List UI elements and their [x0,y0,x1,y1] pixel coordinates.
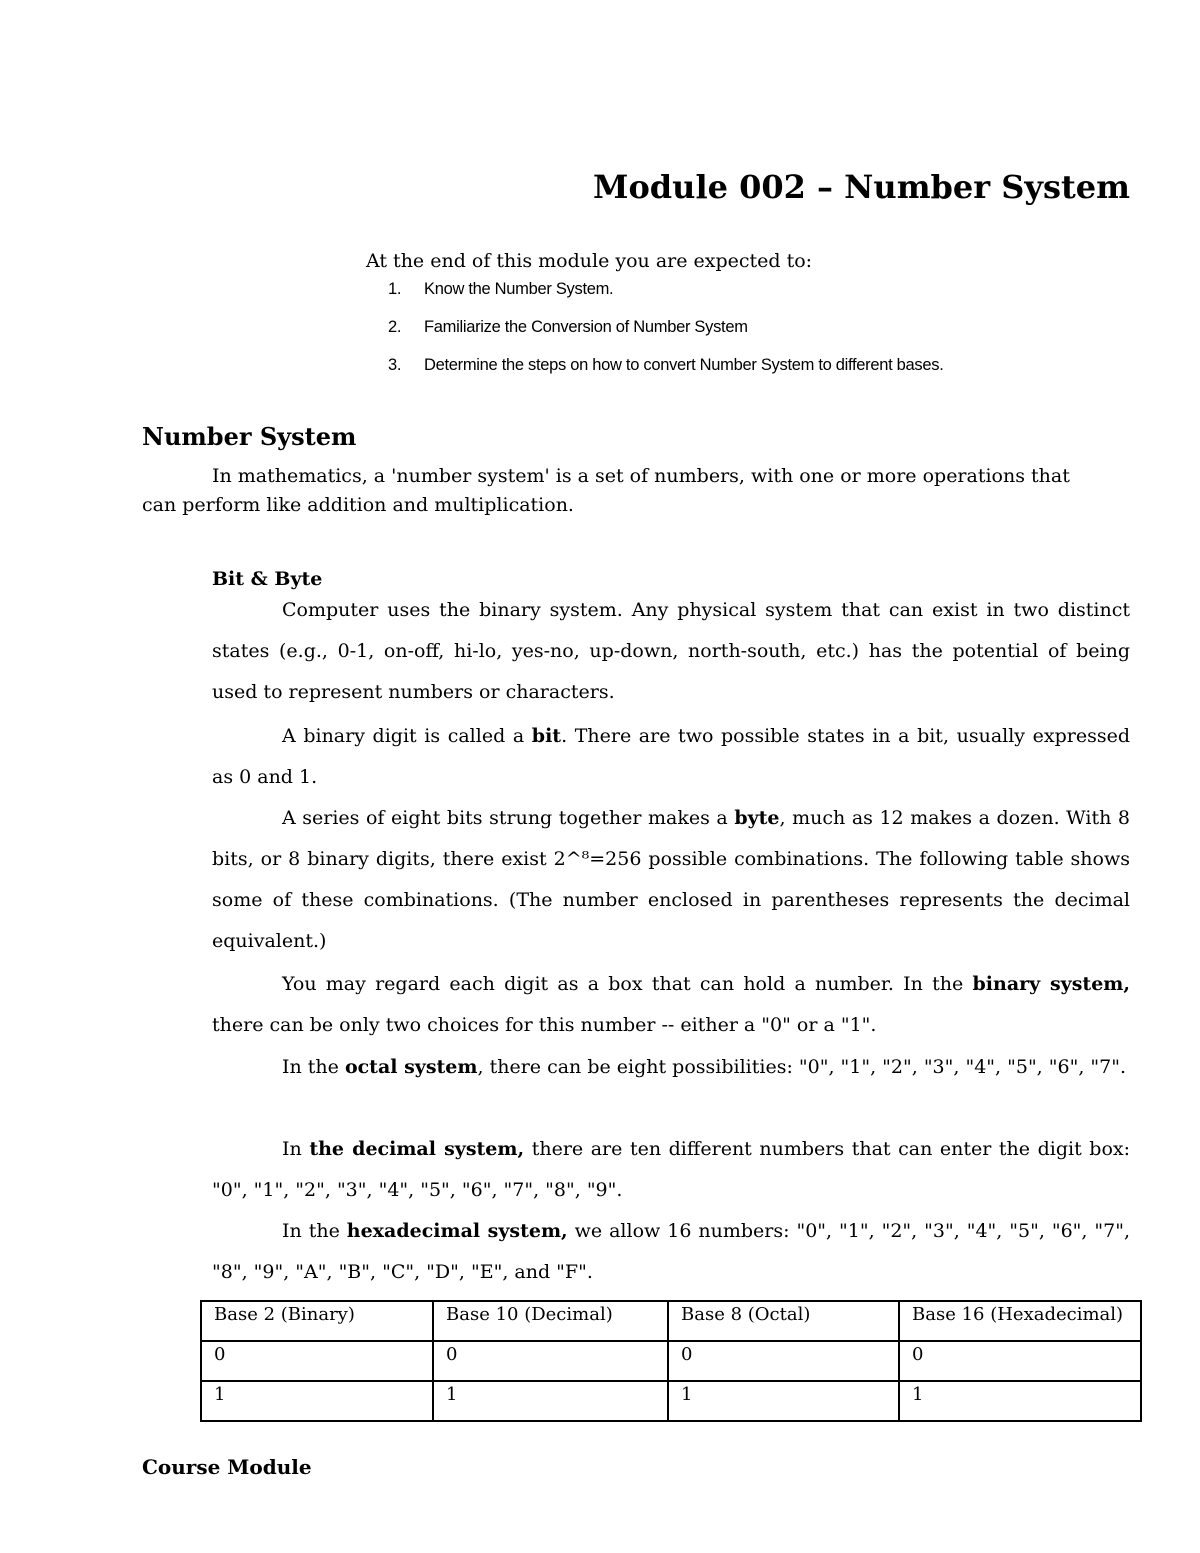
table-header-row [201,1301,1141,1341]
paragraph-binary-system: Computer uses the binary system. Any physical system that can exist in two distinct states (e.g., 0-1, on-off, hi-lo, yes-no, up-down, north-south, etc.) has the potential of being used to represent numbers or characters. [212,599,1130,703]
emphasis: bit [531,725,562,747]
paragraph-hexadecimal [212,1211,1130,1293]
table-row [201,1381,1141,1421]
text: . There are two possible states in a bit, usually expressed as 0 and 1. [212,725,1130,788]
paragraph-binary-digit-box [212,964,1130,1046]
table-header-cell: Base 2 (Binary) [201,1301,433,1341]
table-cell: 1 [668,1381,899,1421]
objective-item [388,356,944,375]
text: there are ten different numbers that can enter the digit box: "0", "1", "2", "3", "4", "5", "6", "7", "8", "9". [212,1138,1130,1201]
objective-number: 1. [388,280,402,298]
text: In the [282,1220,347,1242]
paragraph-octal [212,1047,1130,1088]
text: there can be only two choices for this number -- either a "0" or a "1". [212,1014,877,1036]
module-title: Module 002 – Number System [593,168,1130,206]
section-heading-number-system: Number System [142,422,357,451]
table-cell: 1 [433,1381,668,1421]
table-cell: 1 [201,1381,433,1421]
text: we allow 16 numbers: "0", "1", "2", "3", "4", "5", "6", "7", "8", "9", "A", "B", "C", "D", "E", and "F". [212,1220,1131,1283]
text: In the [282,1056,345,1078]
objective-number: 3. [388,356,402,374]
table-cell: 0 [201,1341,433,1381]
emphasis: octal system [344,1056,478,1078]
paragraph-bit [212,716,1130,798]
objective-text: Determine the steps on how to convert Number System to different bases. [424,356,944,374]
paragraph-decimal [212,1129,1130,1211]
objective-number: 2. [388,318,402,336]
table-cell: 1 [899,1381,1141,1421]
text: You may regard each digit as a box that can hold a number. In the [282,973,973,995]
table-header-cell: Base 8 (Octal) [668,1301,899,1341]
table-header-cell: Base 16 (Hexadecimal) [899,1301,1141,1341]
emphasis: binary system, [972,973,1130,995]
objective-text: Know the Number System. [424,280,614,298]
text: A series of eight bits strung together makes a [282,807,735,829]
table-cell: 0 [899,1341,1141,1381]
text: , much as 12 makes a dozen. With 8 bits, or 8 binary digits, there exist 2^⁸=256 possible combinations. The following table shows some of these combinations. (The number enclosed in parentheses represents the decimal equivalent.) [212,807,1130,952]
number-system-line-1: In mathematics, a 'number system' is a set of numbers, with one or more operations that [212,465,1070,487]
text: A binary digit is called a [282,725,532,747]
table-row [201,1341,1141,1381]
table-cell: 0 [433,1341,668,1381]
paragraph-byte [212,798,1130,962]
emphasis: hexadecimal system, [346,1220,568,1242]
text: , there can be eight possibilities: "0", "1", "2", "3", "4", "5", "6", "7". [477,1056,1127,1078]
number-system-line-2: can perform like addition and multiplication. [142,494,574,516]
emphasis: byte [734,807,780,829]
footer-course-module: Course Module [142,1455,312,1479]
base-comparison-table [200,1300,1142,1422]
emphasis: the decimal system, [309,1138,525,1160]
objectives-intro: At the end of this module you are expected to: [366,250,813,272]
objective-item [388,280,613,299]
section-heading-bit-byte: Bit & Byte [212,568,323,590]
text: In [282,1138,310,1160]
objective-item [388,318,748,337]
table-header-cell: Base 10 (Decimal) [433,1301,668,1341]
objective-text: Familiarize the Conversion of Number System [424,318,748,336]
table-cell: 0 [668,1341,899,1381]
